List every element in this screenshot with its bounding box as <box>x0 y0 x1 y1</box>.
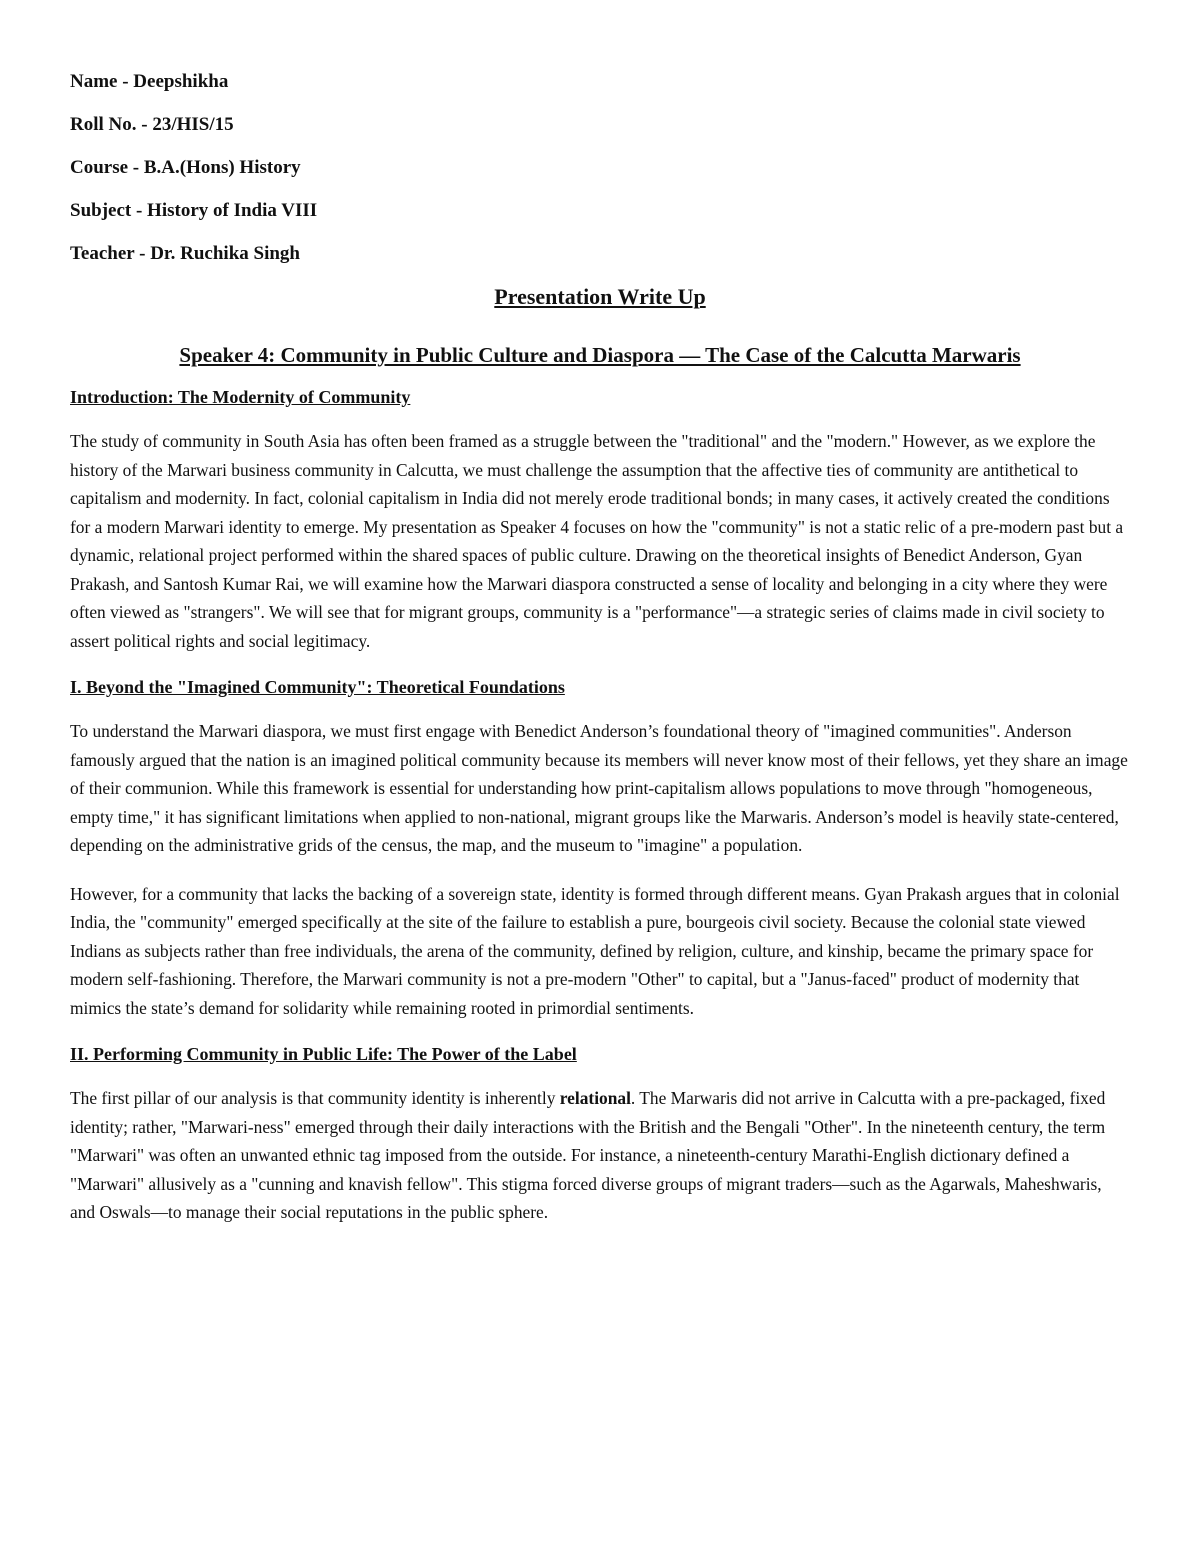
document-title: Presentation Write Up <box>494 284 706 309</box>
paragraph-introduction: The study of community in South Asia has often been framed as a struggle between the "traditional" and the "modern." However, as we explore the history of the Marwari business community in Calcutta, we must challenge the assumption that the affective ties of community are antithetical to capitalism and modernity. In fact, colonial capitalism in India did not merely erode traditional bonds; in many cases, it actively created the conditions for a modern Marwari identity to emerge. My presentation as Speaker 4 focuses on how the "community" is not a static relic of a pre-modern past but a dynamic, relational project performed within the shared spaces of public culture. Drawing on the theoretical insights of Benedict Anderson, Gyan Prakash, and Santosh Kumar Rai, we will examine how the Marwari diaspora constructed a sense of locality and belonging in a city where they were often viewed as "strangers". We will see that for migrant groups, community is a "performance"—a strategic series of claims made in civil society to assert political rights and social legitimacy. <box>70 431 1124 651</box>
course: Course - B.A.(Hons) History <box>70 157 301 178</box>
paragraph-text: The first pillar of our analysis is that community identity is inherently <box>70 1088 560 1108</box>
section-heading-introduction: Introduction: The Modernity of Community <box>70 387 411 407</box>
roll-number: Roll No. - 23/HIS/15 <box>70 114 234 135</box>
document-subtitle: Speaker 4: Community in Public Culture and Diaspora — The Case of the Calcutta Marwaris <box>179 343 1021 367</box>
teacher: Teacher - Dr. Ruchika Singh <box>70 243 300 264</box>
subject: Subject - History of India VIII <box>70 200 318 221</box>
paragraph-prakash: However, for a community that lacks the backing of a sovereign state, identity is formed through different means. Gyan Prakash argues that in colonial India, the "community" emerged specifically at the site of the failure to establish a pure, bourgeois civil society. Because the colonial state viewed Indians as subjects rather than free individuals, the arena of the community, defined by religion, culture, and kinship, became the primary space for modern self-fashioning. Therefore, the Marwari community is not a pre-modern "Other" to capital, but a "Janus-faced" product of modernity that mimics the state’s demand for solidarity while remaining rooted in primordial sentiments. <box>70 883 1120 1018</box>
document-page <box>70 70 1130 1247</box>
section-heading-theoretical-foundations: I. Beyond the "Imagined Community": Theoretical Foundations <box>70 677 565 697</box>
bold-term-relational: relational <box>559 1088 631 1108</box>
paragraph-anderson: To understand the Marwari diaspora, we must first engage with Benedict Anderson’s foundational theory of "imagined communities". Anderson famously argued that the nation is an imagined political community because its members will never know most of their fellows, yet they share an image of their communion. While this framework is essential for understanding how print-capitalism allows populations to move through "homogeneous, empty time," it has significant limitations when applied to non-national, migrant groups like the Marwaris. Anderson’s model is heavily state-centered, depending on the administrative grids of the census, the map, and the museum to "imagine" a population. <box>70 721 1128 855</box>
paragraph-text: . The Marwaris did not arrive in Calcutta with a pre-packaged, fixed identity; rather, "Marwari-ness" emerged through their daily interactions with the British and the Bengali "Other". In the nineteenth century, the term "Marwari" was often an unwanted ethnic tag imposed from the outside. For instance, a nineteenth-century Marathi-English dictionary defined a "Marwari" allusively as a "cunning and knavish fellow". This stigma forced diverse groups of migrant traders—such as the Agarwals, Maheshwaris, and Oswals—to manage their social reputations in the public sphere. <box>70 1088 1106 1222</box>
paragraph-relational <box>70 1084 1130 1227</box>
section-heading-performing-community: II. Performing Community in Public Life: The Power of the Label <box>70 1044 577 1064</box>
student-name: Name - Deepshikha <box>70 71 229 92</box>
